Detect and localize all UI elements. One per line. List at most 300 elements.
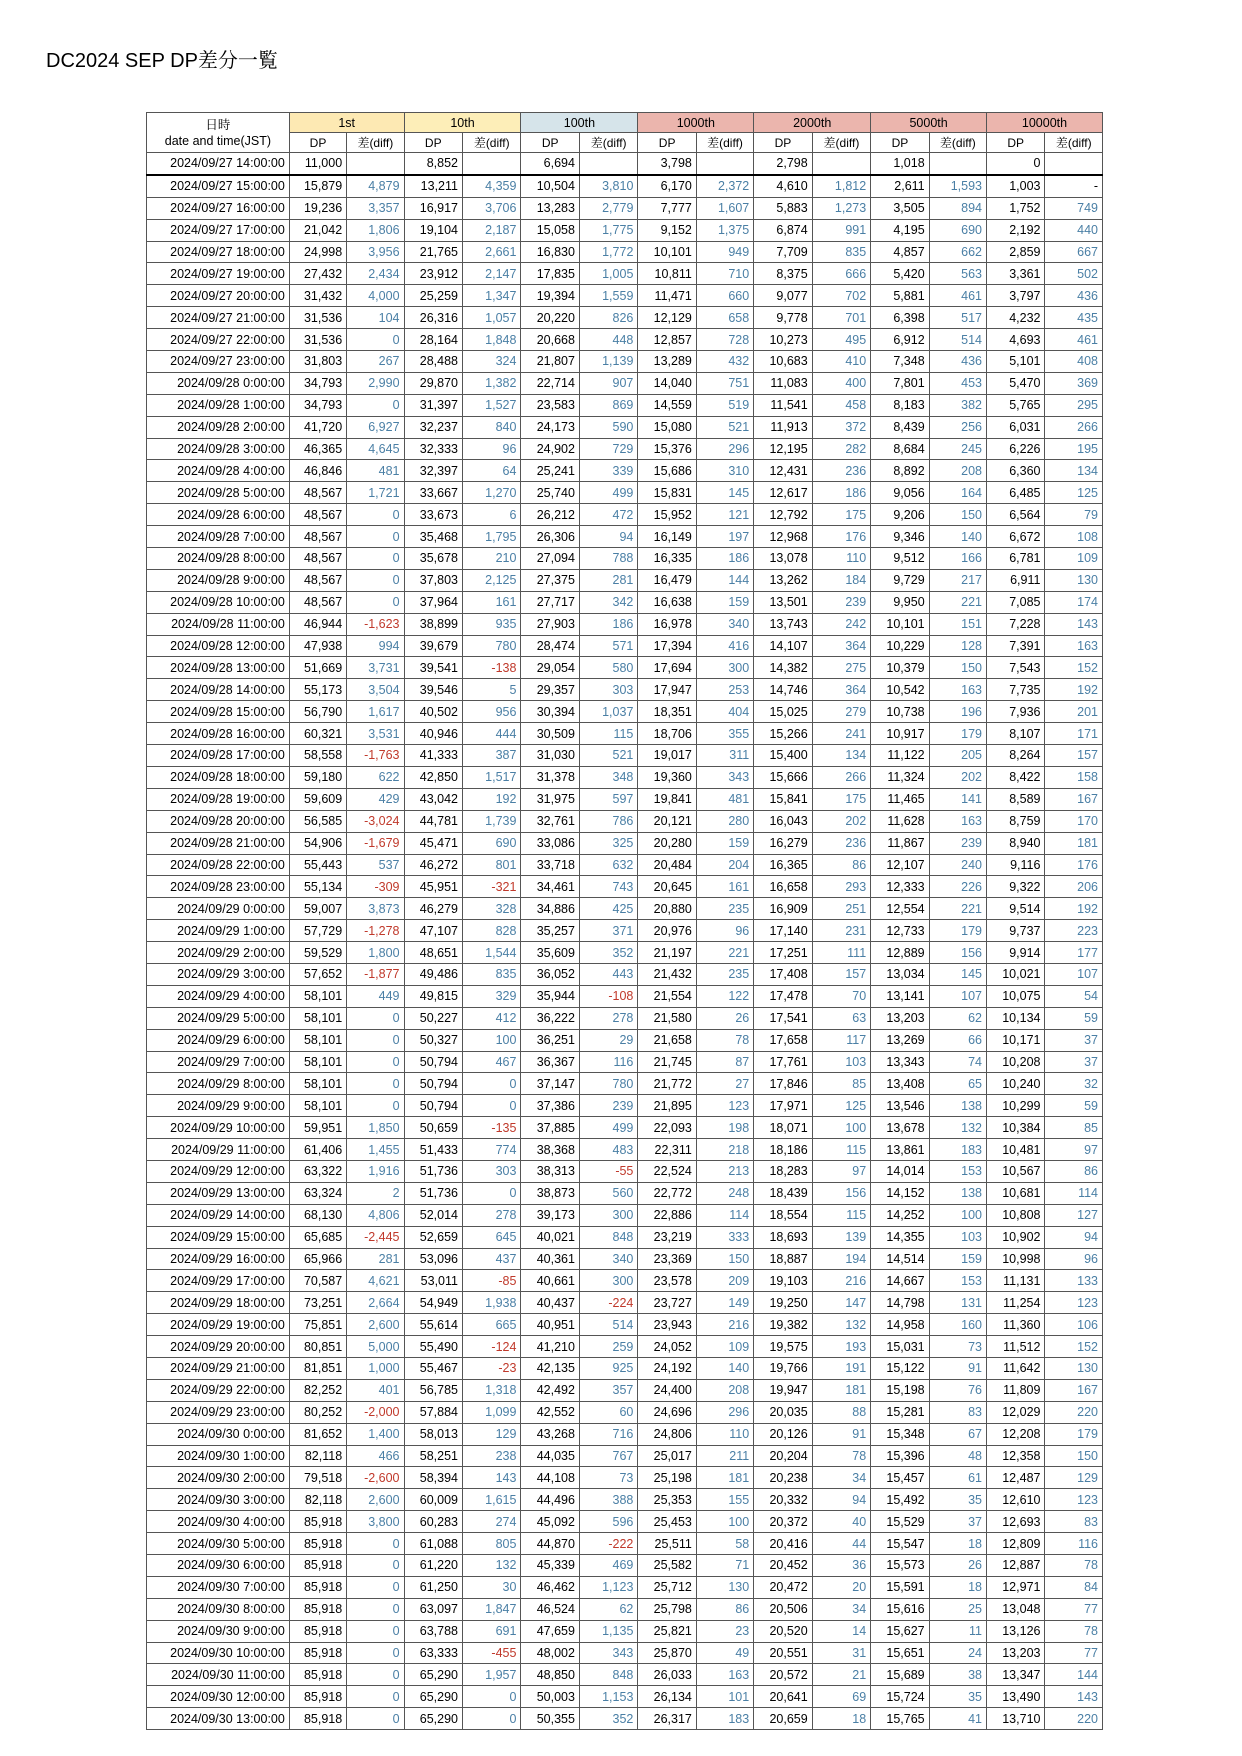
- diff-cell: 155: [696, 1489, 753, 1511]
- diff-cell: 58: [696, 1533, 753, 1555]
- dp-cell: 58,394: [404, 1467, 462, 1489]
- dp-cell: 4,232: [987, 307, 1045, 329]
- diff-cell: 329: [462, 985, 520, 1007]
- dp-cell: 31,536: [289, 329, 346, 351]
- diff-cell: 216: [812, 1270, 870, 1292]
- dp-cell: 31,536: [289, 307, 346, 329]
- diff-cell: 83: [929, 1401, 986, 1423]
- datetime-cell: 2024/09/28 2:00:00: [147, 416, 290, 438]
- dp-cell: 33,718: [521, 854, 579, 876]
- dp-cell: 15,400: [754, 745, 812, 767]
- dp-cell: 16,830: [521, 241, 579, 263]
- datetime-cell: 2024/09/29 0:00:00: [147, 898, 290, 920]
- datetime-cell: 2024/09/30 11:00:00: [147, 1664, 290, 1686]
- diff-cell: 236: [812, 460, 870, 482]
- datetime-cell: 2024/09/27 23:00:00: [147, 351, 290, 373]
- dp-cell: 58,101: [289, 1029, 346, 1051]
- dp-cell: 12,968: [754, 526, 812, 548]
- dp-cell: 10,902: [987, 1226, 1045, 1248]
- datetime-cell: 2024/09/30 13:00:00: [147, 1708, 290, 1730]
- dp-cell: 1,003: [987, 175, 1045, 197]
- table-row: [147, 460, 1103, 482]
- dp-cell: 55,134: [289, 876, 346, 898]
- diff-cell: 145: [929, 963, 986, 985]
- dp-cell: 63,324: [289, 1182, 346, 1204]
- diff-cell: -23: [462, 1357, 520, 1379]
- dp-cell: 10,504: [521, 175, 579, 197]
- dp-cell: 23,943: [638, 1314, 696, 1336]
- dp-cell: 26,316: [404, 307, 462, 329]
- dp-cell: 27,717: [521, 591, 579, 613]
- dp-cell: 14,355: [871, 1226, 929, 1248]
- diff-cell: 300: [579, 1270, 637, 1292]
- dp-cell: 20,035: [754, 1401, 812, 1423]
- dp-cell: 10,811: [638, 263, 696, 285]
- dp-cell: 48,567: [289, 591, 346, 613]
- table-row: [147, 1686, 1103, 1708]
- diff-cell: 192: [1045, 679, 1103, 701]
- table-row: [147, 1248, 1103, 1270]
- diff-cell: 2,600: [347, 1314, 404, 1336]
- diff-cell: 216: [696, 1314, 753, 1336]
- diff-cell: 3,504: [347, 679, 404, 701]
- diff-cell: 235: [696, 898, 753, 920]
- dp-cell: 57,729: [289, 920, 346, 942]
- diff-cell: 36: [812, 1555, 870, 1577]
- table-row: [147, 635, 1103, 657]
- dp-cell: 13,283: [521, 197, 579, 219]
- datetime-cell: 2024/09/28 19:00:00: [147, 788, 290, 810]
- datetime-cell: 2024/09/28 14:00:00: [147, 679, 290, 701]
- dp-cell: 50,659: [404, 1117, 462, 1139]
- dp-cell: 11,324: [871, 766, 929, 788]
- diff-cell: 3,357: [347, 197, 404, 219]
- diff-cell: 1,721: [347, 482, 404, 504]
- diff-cell: 357: [579, 1379, 637, 1401]
- dp-cell: 32,397: [404, 460, 462, 482]
- dp-subheader: DP: [404, 133, 462, 153]
- diff-cell: 86: [696, 1598, 753, 1620]
- dp-cell: 46,846: [289, 460, 346, 482]
- dp-cell: 6,912: [871, 329, 929, 351]
- datetime-cell: 2024/09/29 4:00:00: [147, 985, 290, 1007]
- diff-cell: 251: [812, 898, 870, 920]
- diff-cell: 78: [1045, 1555, 1103, 1577]
- dp-cell: 22,311: [638, 1139, 696, 1161]
- diff-cell: 106: [1045, 1314, 1103, 1336]
- datetime-cell: 2024/09/28 21:00:00: [147, 832, 290, 854]
- diff-cell: 749: [1045, 197, 1103, 219]
- datetime-cell: 2024/09/30 2:00:00: [147, 1467, 290, 1489]
- dp-cell: 31,378: [521, 766, 579, 788]
- diff-cell: 499: [579, 482, 637, 504]
- dp-cell: 11,512: [987, 1336, 1045, 1358]
- dp-cell: 15,122: [871, 1357, 929, 1379]
- table-row: [147, 1029, 1103, 1051]
- table-row: [147, 263, 1103, 285]
- diff-cell: 2: [347, 1182, 404, 1204]
- datetime-cell: 2024/09/27 17:00:00: [147, 219, 290, 241]
- dp-cell: 13,048: [987, 1598, 1045, 1620]
- diff-cell: 179: [929, 920, 986, 942]
- dp-cell: 9,152: [638, 219, 696, 241]
- dp-cell: 60,321: [289, 723, 346, 745]
- diff-subheader: 差(diff): [347, 133, 404, 153]
- diff-cell: 91: [812, 1423, 870, 1445]
- dp-cell: 21,895: [638, 1095, 696, 1117]
- diff-cell: 340: [579, 1248, 637, 1270]
- table-row: [147, 219, 1103, 241]
- dp-cell: 15,457: [871, 1467, 929, 1489]
- diff-cell: 991: [812, 219, 870, 241]
- diff-cell: 159: [696, 832, 753, 854]
- dp-cell: 19,103: [754, 1270, 812, 1292]
- diff-cell: 3,531: [347, 723, 404, 745]
- dp-cell: 6,564: [987, 504, 1045, 526]
- datetime-header-en: date and time(JST): [164, 133, 272, 148]
- dp-cell: 19,236: [289, 197, 346, 219]
- diff-cell: 1,382: [462, 372, 520, 394]
- diff-cell: 34: [812, 1598, 870, 1620]
- dp-cell: 12,617: [754, 482, 812, 504]
- dp-cell: 48,567: [289, 482, 346, 504]
- diff-cell: 805: [462, 1533, 520, 1555]
- dp-cell: 1,752: [987, 197, 1045, 219]
- diff-cell: 590: [579, 416, 637, 438]
- diff-cell: 342: [579, 591, 637, 613]
- dp-cell: 13,034: [871, 963, 929, 985]
- diff-subheader: 差(diff): [579, 133, 637, 153]
- diff-cell: 205: [929, 745, 986, 767]
- diff-cell: 281: [579, 569, 637, 591]
- table-row: [147, 1467, 1103, 1489]
- diff-cell: 104: [347, 307, 404, 329]
- diff-cell: -3,024: [347, 810, 404, 832]
- dp-cell: 11,465: [871, 788, 929, 810]
- dp-cell: 20,126: [754, 1423, 812, 1445]
- dp-cell: 29,357: [521, 679, 579, 701]
- table-row: [147, 920, 1103, 942]
- dp-cell: 75,851: [289, 1314, 346, 1336]
- dp-cell: 13,710: [987, 1708, 1045, 1730]
- diff-cell: 436: [929, 351, 986, 373]
- datetime-cell: 2024/09/28 15:00:00: [147, 701, 290, 723]
- diff-cell: 1,775: [579, 219, 637, 241]
- dp-cell: 9,950: [871, 591, 929, 613]
- dp-cell: 44,781: [404, 810, 462, 832]
- dp-cell: 7,709: [754, 241, 812, 263]
- table-row: [147, 1489, 1103, 1511]
- dp-cell: 13,408: [871, 1073, 929, 1095]
- diff-cell: 143: [1045, 1686, 1103, 1708]
- dp-cell: 59,609: [289, 788, 346, 810]
- diff-cell: 437: [462, 1248, 520, 1270]
- diff-cell: 3,810: [579, 175, 637, 197]
- table-row: [147, 569, 1103, 591]
- dp-cell: 33,673: [404, 504, 462, 526]
- datetime-cell: 2024/09/28 5:00:00: [147, 482, 290, 504]
- diff-cell: 466: [347, 1445, 404, 1467]
- diff-cell: 448: [579, 329, 637, 351]
- diff-cell: 382: [929, 394, 986, 416]
- dp-cell: 60,009: [404, 1489, 462, 1511]
- table-row: [147, 788, 1103, 810]
- dp-cell: 40,661: [521, 1270, 579, 1292]
- diff-cell: 502: [1045, 263, 1103, 285]
- dp-cell: 39,173: [521, 1204, 579, 1226]
- table-row: [147, 942, 1103, 964]
- diff-cell: 333: [696, 1226, 753, 1248]
- dp-cell: 3,505: [871, 197, 929, 219]
- dp-cell: 24,998: [289, 241, 346, 263]
- dp-cell: 26,134: [638, 1686, 696, 1708]
- dp-cell: 11,541: [754, 394, 812, 416]
- dp-cell: 12,792: [754, 504, 812, 526]
- diff-cell: -1,278: [347, 920, 404, 942]
- datetime-cell: 2024/09/29 11:00:00: [147, 1139, 290, 1161]
- dp-cell: 19,394: [521, 285, 579, 307]
- table-row: [147, 679, 1103, 701]
- dp-cell: 15,724: [871, 1686, 929, 1708]
- dp-cell: 55,443: [289, 854, 346, 876]
- diff-cell: 956: [462, 701, 520, 723]
- dp-cell: 19,841: [638, 788, 696, 810]
- diff-cell: 145: [696, 482, 753, 504]
- diff-cell: [696, 153, 753, 175]
- diff-cell: 275: [812, 657, 870, 679]
- diff-cell: 2,434: [347, 263, 404, 285]
- dp-cell: 20,452: [754, 1555, 812, 1577]
- dp-cell: 10,134: [987, 1007, 1045, 1029]
- table-row: [147, 1336, 1103, 1358]
- diff-cell: 103: [812, 1051, 870, 1073]
- diff-cell: 0: [347, 526, 404, 548]
- dp-cell: 14,798: [871, 1292, 929, 1314]
- dp-cell: 1,018: [871, 153, 929, 175]
- dp-cell: 7,543: [987, 657, 1045, 679]
- dp-cell: 38,873: [521, 1182, 579, 1204]
- dp-cell: 20,204: [754, 1445, 812, 1467]
- diff-cell: 76: [929, 1379, 986, 1401]
- datetime-cell: 2024/09/29 14:00:00: [147, 1204, 290, 1226]
- dp-cell: 44,035: [521, 1445, 579, 1467]
- dp-cell: 5,883: [754, 197, 812, 219]
- dp-cell: 11,131: [987, 1270, 1045, 1292]
- dp-cell: 9,206: [871, 504, 929, 526]
- dp-cell: 15,198: [871, 1379, 929, 1401]
- diff-cell: 1,273: [812, 197, 870, 219]
- dp-cell: 47,659: [521, 1620, 579, 1642]
- diff-cell: 303: [579, 679, 637, 701]
- datetime-cell: 2024/09/29 12:00:00: [147, 1160, 290, 1182]
- dp-subheader: DP: [289, 133, 346, 153]
- dp-cell: 48,567: [289, 569, 346, 591]
- table-row: [147, 329, 1103, 351]
- dp-cell: 11,913: [754, 416, 812, 438]
- dp-cell: 14,040: [638, 372, 696, 394]
- diff-cell: 191: [812, 1357, 870, 1379]
- dp-cell: 12,554: [871, 898, 929, 920]
- table-row: [147, 394, 1103, 416]
- dp-cell: 85,918: [289, 1533, 346, 1555]
- dp-cell: 56,785: [404, 1379, 462, 1401]
- table-row: [147, 1423, 1103, 1445]
- diff-cell: [1045, 153, 1103, 175]
- dp-cell: 34,886: [521, 898, 579, 920]
- diff-cell: 0: [347, 1686, 404, 1708]
- datetime-cell: 2024/09/29 5:00:00: [147, 1007, 290, 1029]
- dp-cell: 3,797: [987, 285, 1045, 307]
- diff-cell: 4,806: [347, 1204, 404, 1226]
- dp-cell: 17,478: [754, 985, 812, 1007]
- dp-cell: 63,333: [404, 1642, 462, 1664]
- diff-cell: 241: [812, 723, 870, 745]
- dp-cell: 46,524: [521, 1598, 579, 1620]
- diff-cell: 259: [579, 1336, 637, 1358]
- dp-cell: 8,375: [754, 263, 812, 285]
- dp-cell: 10,998: [987, 1248, 1045, 1270]
- diff-cell: 11: [929, 1620, 986, 1642]
- diff-cell: 85: [812, 1073, 870, 1095]
- dp-cell: 46,944: [289, 613, 346, 635]
- table-row: [147, 1445, 1103, 1467]
- diff-cell: -2,600: [347, 1467, 404, 1489]
- dp-cell: 12,107: [871, 854, 929, 876]
- dp-cell: 15,666: [754, 766, 812, 788]
- dp-cell: 23,578: [638, 1270, 696, 1292]
- diff-cell: 339: [579, 460, 637, 482]
- dp-cell: 43,042: [404, 788, 462, 810]
- dp-cell: 55,490: [404, 1336, 462, 1358]
- diff-cell: 186: [696, 548, 753, 570]
- group-header-1st: 1st: [289, 113, 404, 133]
- diff-cell: 481: [347, 460, 404, 482]
- dp-cell: 32,333: [404, 438, 462, 460]
- dp-cell: 38,313: [521, 1160, 579, 1182]
- dp-cell: 54,949: [404, 1292, 462, 1314]
- diff-cell: -1,877: [347, 963, 404, 985]
- datetime-cell: 2024/09/28 9:00:00: [147, 569, 290, 591]
- diff-cell: 296: [696, 1401, 753, 1423]
- datetime-cell: 2024/09/29 2:00:00: [147, 942, 290, 964]
- dp-cell: 23,219: [638, 1226, 696, 1248]
- dp-cell: 58,558: [289, 745, 346, 767]
- datetime-cell: 2024/09/29 10:00:00: [147, 1117, 290, 1139]
- datetime-cell: 2024/09/29 3:00:00: [147, 963, 290, 985]
- diff-cell: 161: [696, 876, 753, 898]
- diff-cell: 201: [1045, 701, 1103, 723]
- dp-cell: 22,714: [521, 372, 579, 394]
- table-row: [147, 1204, 1103, 1226]
- table-row: [147, 1226, 1103, 1248]
- group-header-10000th: 10000th: [987, 113, 1103, 133]
- diff-cell: 125: [1045, 482, 1103, 504]
- diff-cell: 153: [929, 1160, 986, 1182]
- dp-cell: 25,017: [638, 1445, 696, 1467]
- dp-cell: 21,042: [289, 219, 346, 241]
- dp-cell: 73,251: [289, 1292, 346, 1314]
- diff-cell: 100: [462, 1029, 520, 1051]
- table-row: [147, 1007, 1103, 1029]
- diff-cell: 138: [929, 1182, 986, 1204]
- diff-cell: 6: [462, 504, 520, 526]
- datetime-cell: 2024/09/29 18:00:00: [147, 1292, 290, 1314]
- dp-cell: 10,808: [987, 1204, 1045, 1226]
- diff-cell: 78: [1045, 1620, 1103, 1642]
- diff-cell: 35: [929, 1489, 986, 1511]
- diff-cell: 848: [579, 1226, 637, 1248]
- datetime-cell: 2024/09/29 22:00:00: [147, 1379, 290, 1401]
- dp-cell: 36,222: [521, 1007, 579, 1029]
- dp-cell: 40,361: [521, 1248, 579, 1270]
- dp-cell: 14,559: [638, 394, 696, 416]
- dp-cell: 20,668: [521, 329, 579, 351]
- table-row: [147, 854, 1103, 876]
- dp-cell: 82,252: [289, 1379, 346, 1401]
- diff-cell: 94: [812, 1489, 870, 1511]
- table-row: [147, 1664, 1103, 1686]
- dp-cell: 16,909: [754, 898, 812, 920]
- diff-cell: 239: [579, 1095, 637, 1117]
- table-row: [147, 1533, 1103, 1555]
- diff-cell: 83: [1045, 1511, 1103, 1533]
- dp-cell: 30,394: [521, 701, 579, 723]
- datetime-cell: 2024/09/30 3:00:00: [147, 1489, 290, 1511]
- dp-cell: 16,335: [638, 548, 696, 570]
- dp-cell: 40,437: [521, 1292, 579, 1314]
- dp-cell: 8,107: [987, 723, 1045, 745]
- diff-cell: 519: [696, 394, 753, 416]
- dp-cell: 63,788: [404, 1620, 462, 1642]
- dp-cell: 16,365: [754, 854, 812, 876]
- diff-cell: 150: [696, 1248, 753, 1270]
- dp-cell: 9,914: [987, 942, 1045, 964]
- diff-cell: 130: [1045, 1357, 1103, 1379]
- diff-subheader: 差(diff): [462, 133, 520, 153]
- diff-cell: 110: [812, 548, 870, 570]
- dp-cell: 10,021: [987, 963, 1045, 985]
- datetime-cell: 2024/09/29 20:00:00: [147, 1336, 290, 1358]
- diff-cell: 144: [696, 569, 753, 591]
- diff-cell: 352: [579, 1708, 637, 1730]
- datetime-cell: 2024/09/27 21:00:00: [147, 307, 290, 329]
- dp-cell: 37,386: [521, 1095, 579, 1117]
- diff-cell: 3,731: [347, 657, 404, 679]
- dp-cell: 80,851: [289, 1336, 346, 1358]
- diff-cell: 132: [462, 1555, 520, 1577]
- dp-cell: 9,346: [871, 526, 929, 548]
- dp-cell: 23,583: [521, 394, 579, 416]
- diff-cell: 6,927: [347, 416, 404, 438]
- diff-cell: 26: [929, 1555, 986, 1577]
- diff-subheader: 差(diff): [929, 133, 986, 153]
- datetime-cell: 2024/09/29 19:00:00: [147, 1314, 290, 1336]
- dp-cell: 15,547: [871, 1533, 929, 1555]
- diff-cell: 107: [1045, 963, 1103, 985]
- diff-cell: 223: [1045, 920, 1103, 942]
- dp-cell: 6,398: [871, 307, 929, 329]
- dp-cell: 10,229: [871, 635, 929, 657]
- diff-cell: 4,879: [347, 175, 404, 197]
- diff-cell: 0: [347, 1598, 404, 1620]
- datetime-cell: 2024/09/30 5:00:00: [147, 1533, 290, 1555]
- diff-cell: 1,615: [462, 1489, 520, 1511]
- dp-cell: 54,906: [289, 832, 346, 854]
- dp-cell: 25,740: [521, 482, 579, 504]
- dp-cell: 52,659: [404, 1226, 462, 1248]
- table-row: [147, 766, 1103, 788]
- table-row: [147, 438, 1103, 460]
